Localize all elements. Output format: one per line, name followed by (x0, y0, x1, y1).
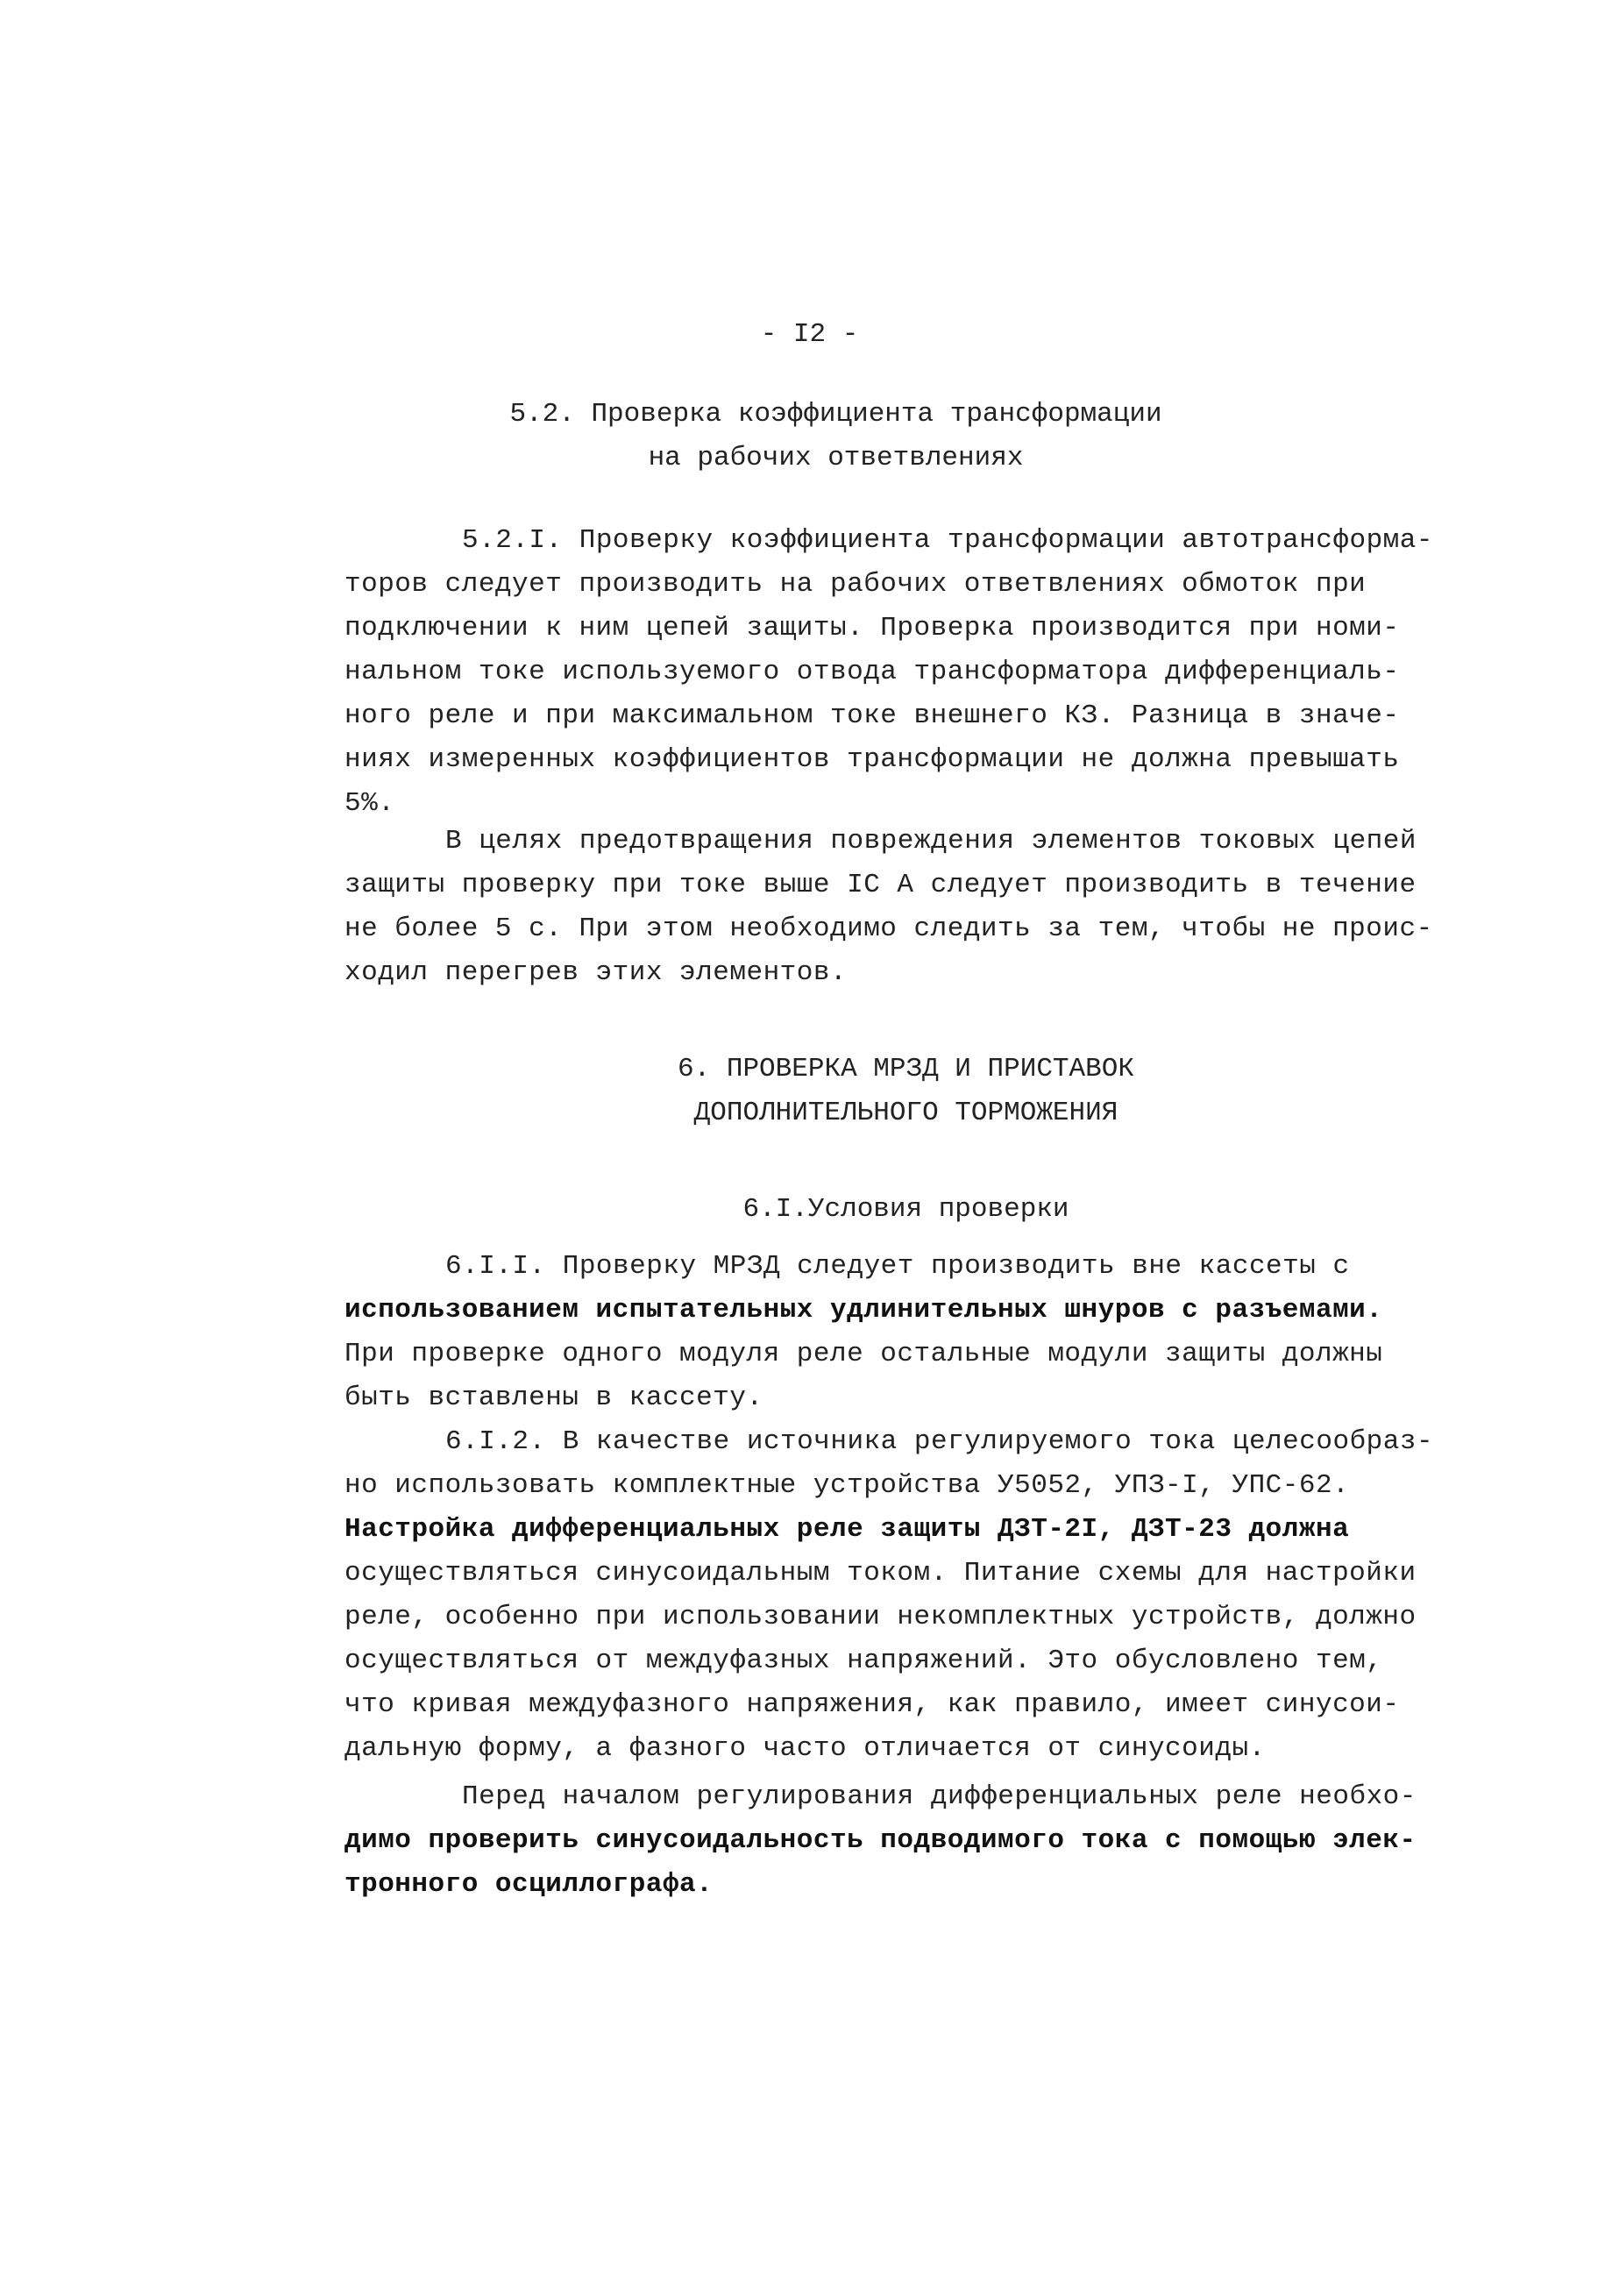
section-6-1-subheading: 6.I.Условия проверки (742, 1194, 1069, 1225)
paragraph-line: ниях измеренных коэффициентов трансформации не должна превышать (344, 744, 1400, 775)
paragraph-line: 5%. (344, 788, 395, 819)
paragraph-line: 6.I.I. Проверку МРЗД следует производить вне кассеты с (445, 1251, 1350, 1282)
paragraph-line: но использовать комплектные устройства У5052, УПЗ-I, УПС-62. (344, 1470, 1350, 1501)
section-5-2-heading-line1: 5.2. Проверка коэффициента трансформации (509, 399, 1162, 430)
paragraph-line: Перед началом регулирования дифференциальных реле необхо- (462, 1781, 1417, 1812)
paragraph-line: торов следует производить на рабочих ответвлениях обмоток при (344, 569, 1367, 600)
paragraph-line: что кривая междуфазного напряжения, как правило, имеет синусои- (344, 1689, 1400, 1720)
section-5-2-heading-line2: на рабочих ответвлениях (648, 443, 1024, 473)
paragraph-line: дальную форму, а фазного часто отличается от синусоиды. (344, 1733, 1266, 1764)
section-6-heading-line2: ДОПОЛНИТЕЛЬНОГО ТОРМОЖЕНИЯ (693, 1098, 1118, 1128)
paragraph-line: быть вставлены в кассету. (344, 1383, 763, 1413)
paragraph-line: димо проверить синусоидальность подводимого тока с помощью элек- (344, 1825, 1417, 1856)
paragraph-line: нальном токе используемого отвода трансформатора дифференциаль- (344, 657, 1400, 687)
paragraph-line: подключении к ним цепей защиты. Проверка производится при номи- (344, 613, 1400, 643)
paragraph-line: При проверке одного модуля реле остальные модули защиты должны (344, 1339, 1383, 1369)
section-6-heading-line1: 6. ПРОВЕРКА МРЗД И ПРИСТАВОК (678, 1054, 1134, 1084)
paragraph-line: ходил перегрев этих элементов. (344, 957, 848, 988)
paragraph-line: тронного осциллографа. (344, 1869, 714, 1900)
paragraph-line: Настройка дифференциальных реле защиты ДЗТ-2I, ДЗТ-23 должна (344, 1514, 1350, 1545)
page-number: - I2 - (760, 319, 859, 350)
paragraph-line: защиты проверку при токе выше IC А следует производить в течение (344, 870, 1417, 900)
paragraph-line: реле, особенно при использовании некомплектных устройств, должно (344, 1602, 1417, 1632)
paragraph-line: 6.I.2. В качестве источника регулируемого тока целесообраз- (445, 1426, 1434, 1457)
paragraph-line: использованием испытательных удлинительных шнуров с разъемами. (344, 1295, 1383, 1326)
paragraph-line: 5.2.I. Проверку коэффициента трансформации автотрансформа- (462, 525, 1433, 556)
paragraph-line: осуществляться синусоидальным током. Питание схемы для настройки (344, 1558, 1417, 1589)
paragraph-line: ного реле и при максимальном токе внешнего КЗ. Разница в значе- (344, 700, 1400, 731)
paragraph-line: не более 5 с. При этом необходимо следить за тем, чтобы не проис- (344, 913, 1433, 944)
paragraph-line: В целях предотвращения повреждения элементов токовых цепей (445, 826, 1417, 857)
paragraph-line: осуществляться от междуфазных напряжений. Это обусловлено тем, (344, 1646, 1383, 1676)
